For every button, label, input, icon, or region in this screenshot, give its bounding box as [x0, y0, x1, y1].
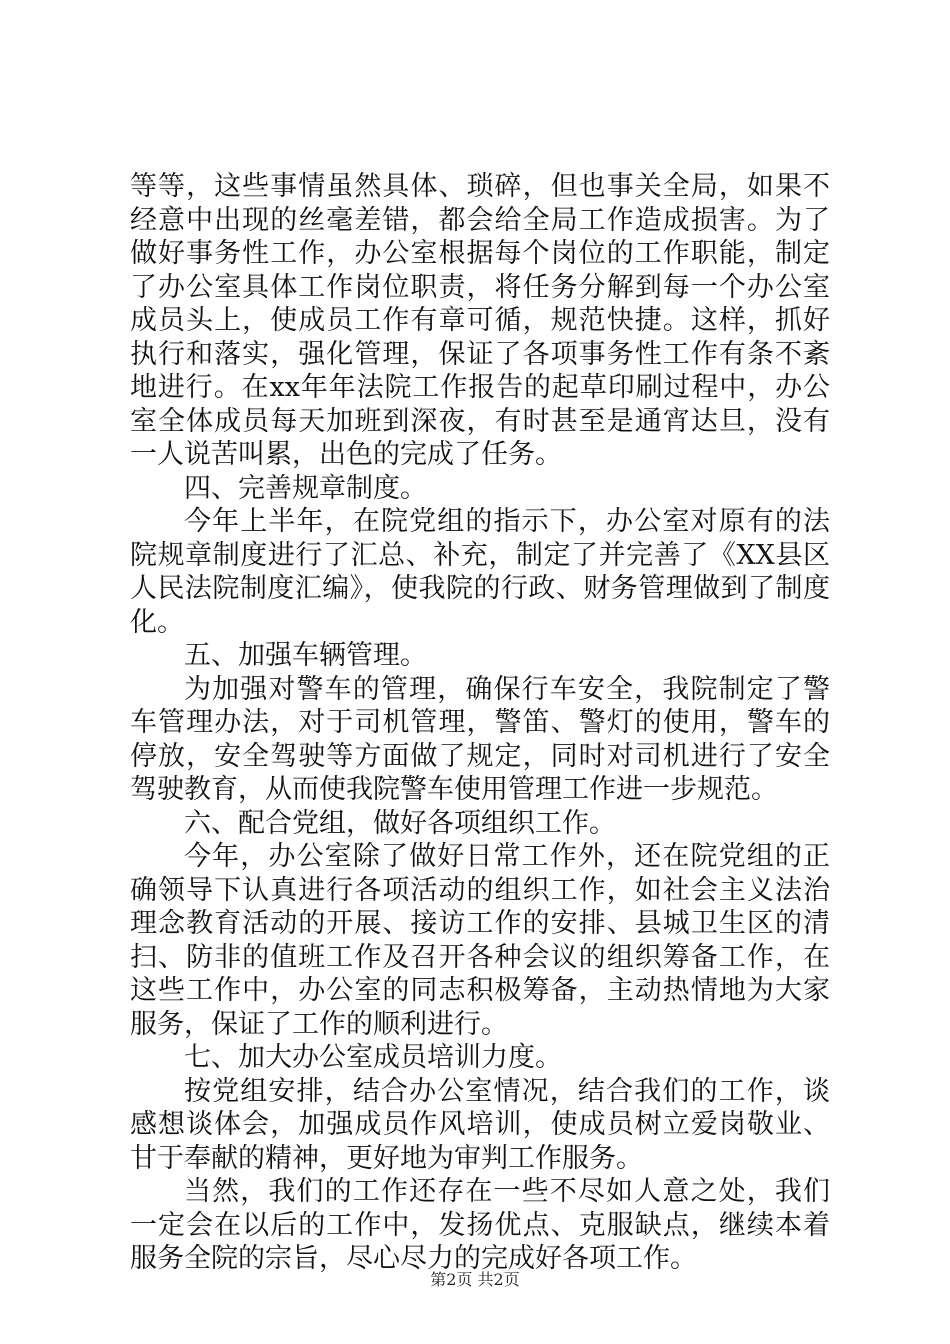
- section-heading-5: 五、加强车辆管理。: [184, 640, 427, 671]
- paragraph-conclusion: 当然，我们的工作还存在一些不尽如人意之处，我们一定会在以后的工作中，发扬优点、克服缺点，继续本着服务全院的宗旨，尽心尽力的完成好各项工作。: [130, 1176, 830, 1274]
- section-heading-6: 六、配合党组，做好各项组织工作。: [184, 807, 616, 839]
- document-body: [130, 170, 830, 1276]
- page-number-footer: 第2页 共2页: [430, 1270, 520, 1289]
- section-heading-4: 四、完善规章制度。: [184, 472, 427, 504]
- section-heading-7: 七、加大办公室成员培训力度。: [184, 1042, 562, 1073]
- paragraph-organization: 今年，办公室除了做好日常工作外，还在院党组的正确领导下认真进行各项活动的组织工作，如社会主义法治理念教育活动的开展、接访工作的安排、县城卫生区的清扫、防非的值班工作及召开各种会议的组织筹备工作，在这些工作中，办公室的同志积极筹备，主动热情地为大家服务，保证了工作的顺利进行。: [130, 841, 830, 1040]
- paragraph-vehicles: 为加强对警车的管理，确保行车安全，我院制定了警车管理办法，对于司机管理，警笛、警灯的使用，警车的停放，安全驾驶等方面做了规定，同时对司机进行了安全驾驶教育，从而使我院警车使用管理工作进一步规范。: [130, 673, 830, 805]
- paragraph-training: 按党组安排，结合办公室情况，结合我们的工作，谈感想谈体会，加强成员作风培训，使成员树立爱岗敬业、甘于奉献的精神，更好地为审判工作服务。: [130, 1075, 830, 1174]
- paragraph-continued: 等等，这些事情虽然具体、琐碎，但也事关全局，如果不经意中出现的丝毫差错，都会给全局工作造成损害。为了做好事务性工作，办公室根据每个岗位的工作职能，制定了办公室具体工作岗位职责，将任务分解到每一个办公室成员头上，使成员工作有章可循，规范快捷。这样，抓好执行和落实，强化管理，保证了各项事务性工作有条不紊地进行。在xx年年法院工作报告的起草印刷过程中，办公室全体成员每天加班到深夜，有时甚至是通宵达旦，没有一人说苦叫累，出色的完成了任务。: [130, 171, 830, 470]
- paragraph-regulations: 今年上半年，在院党组的指示下，办公室对原有的法院规章制度进行了汇总、补充，制定了并完善了《XX县区人民法院制度汇编》，使我院的行政、财务管理做到了制度化。: [130, 506, 830, 638]
